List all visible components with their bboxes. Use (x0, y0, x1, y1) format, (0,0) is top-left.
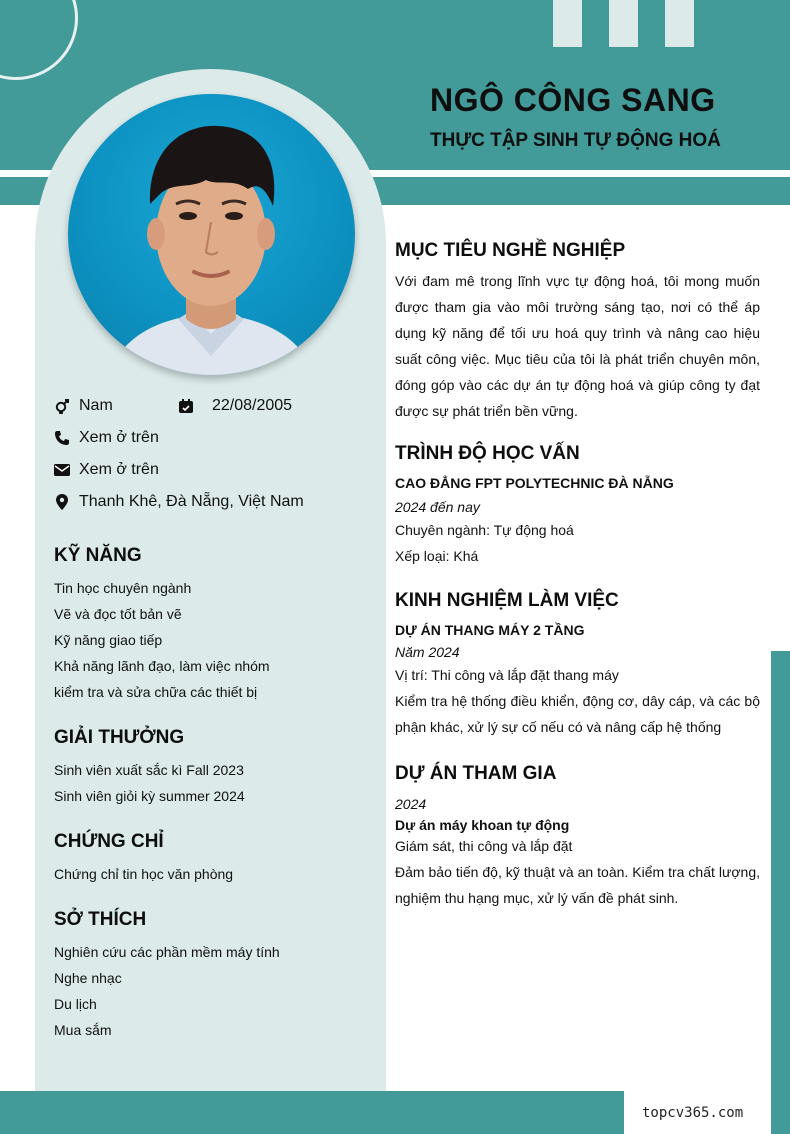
job-title: THỰC TẬP SINH TỰ ĐỘNG HOÁ (430, 130, 721, 151)
candidate-name: NGÔ CÔNG SANG (430, 82, 716, 118)
brand-watermark: topcv365.com (642, 1105, 744, 1121)
decorative-bar (553, 0, 582, 47)
project-role: Giám sát, thi công và lắp đặt (395, 838, 573, 854)
skills-list (54, 578, 270, 708)
awards-title: GIẢI THƯỞNG (54, 727, 185, 748)
address-value: Thanh Khê, Đà Nẵng, Việt Nam (79, 493, 304, 510)
list-item: Khả năng lãnh đạo, làm việc nhóm (54, 658, 270, 674)
experience-block (395, 622, 760, 740)
skills-title: KỸ NĂNG (54, 545, 142, 566)
decorative-bar (665, 0, 694, 47)
list-item: Sinh viên xuất sắc kì Fall 2023 (54, 762, 244, 778)
experience-period: Năm 2024 (395, 644, 460, 660)
list-item: Kỹ năng giao tiếp (54, 632, 163, 648)
awards-list (54, 760, 245, 812)
portrait-illustration (68, 94, 355, 375)
project-name: Dự án máy khoan tự động (395, 817, 570, 833)
profile-photo (68, 94, 355, 375)
projects-block (395, 794, 760, 911)
gender-icon (54, 398, 70, 414)
dob-row (178, 397, 292, 415)
objective-title: MỤC TIÊU NGHỀ NGHIỆP (395, 240, 626, 261)
list-item: Chứng chỉ tin học văn phòng (54, 866, 234, 882)
email-icon (54, 462, 70, 478)
address-row (54, 493, 304, 511)
education-block (395, 475, 760, 569)
objective-text: Với đam mê trong lĩnh vực tự động hoá, tôi mong muốn được tham gia vào môi trường sáng tạo, nơi có thể áp dụng kỹ năng để tối ưu hoá quy trình và nâng cao hiệu suất công việc. Mục tiêu của tôi là phát triển chuyên môn, đóng góp vào các dự án tự động hoá và giúp công ty đạt được sự phát triển bền vững. (395, 273, 760, 419)
phone-icon (54, 430, 70, 446)
list-item: Vẽ và đọc tốt bản vẽ (54, 606, 182, 622)
dob-value: 22/08/2005 (212, 397, 293, 414)
experience-position: Vị trí: Thi công và lắp đặt thang máy (395, 667, 619, 683)
hobbies-list (54, 942, 280, 1046)
phone-value: Xem ở trên (79, 429, 159, 446)
list-item: Tin học chuyên ngành (54, 580, 192, 596)
list-item: Nghiên cứu các phần mềm máy tính (54, 944, 280, 960)
project-description: Đảm bảo tiến độ, kỹ thuật và an toàn. Kiểm tra chất lượng, nghiệm thu hạng mục, xử lý vấn đề phát sinh. (395, 864, 760, 906)
certificates-title: CHỨNG CHỈ (54, 831, 164, 852)
projects-title: DỰ ÁN THAM GIA (395, 763, 557, 784)
gender-value: Nam (79, 397, 113, 414)
certificates-list (54, 864, 233, 890)
list-item: Nghe nhạc (54, 970, 122, 986)
decorative-bar (609, 0, 638, 47)
footer-band (0, 1091, 624, 1134)
list-item: Sinh viên giỏi kỳ summer 2024 (54, 788, 245, 804)
email-value: Xem ở trên (79, 461, 159, 478)
calendar-icon (178, 398, 194, 414)
list-item: Du lịch (54, 996, 97, 1012)
location-icon (54, 494, 70, 510)
decorative-side-bar (771, 651, 790, 1134)
education-rank: Xếp loại: Khá (395, 548, 479, 564)
gender-row (54, 397, 113, 415)
experience-project: DỰ ÁN THANG MÁY 2 TẦNG (395, 622, 585, 638)
hobbies-title: SỞ THÍCH (54, 909, 147, 930)
experience-description: Kiểm tra hệ thống điều khiển, động cơ, dây cáp, và các bộ phận khác, xử lý sự cố nếu có và nâng cấp hệ thống (395, 693, 760, 735)
email-row (54, 461, 159, 479)
phone-row (54, 429, 159, 447)
school-name: CAO ĐẲNG FPT POLYTECHNIC ĐÀ NẴNG (395, 475, 674, 491)
education-title: TRÌNH ĐỘ HỌC VẤN (395, 443, 580, 464)
list-item: Mua sắm (54, 1022, 112, 1038)
education-major: Chuyên ngành: Tự động hoá (395, 522, 574, 538)
project-year: 2024 (395, 796, 427, 812)
experience-title: KINH NGHIỆM LÀM VIỆC (395, 590, 619, 611)
education-period: 2024 đến nay (395, 499, 480, 515)
list-item: kiểm tra và sửa chữa các thiết bị (54, 684, 258, 700)
